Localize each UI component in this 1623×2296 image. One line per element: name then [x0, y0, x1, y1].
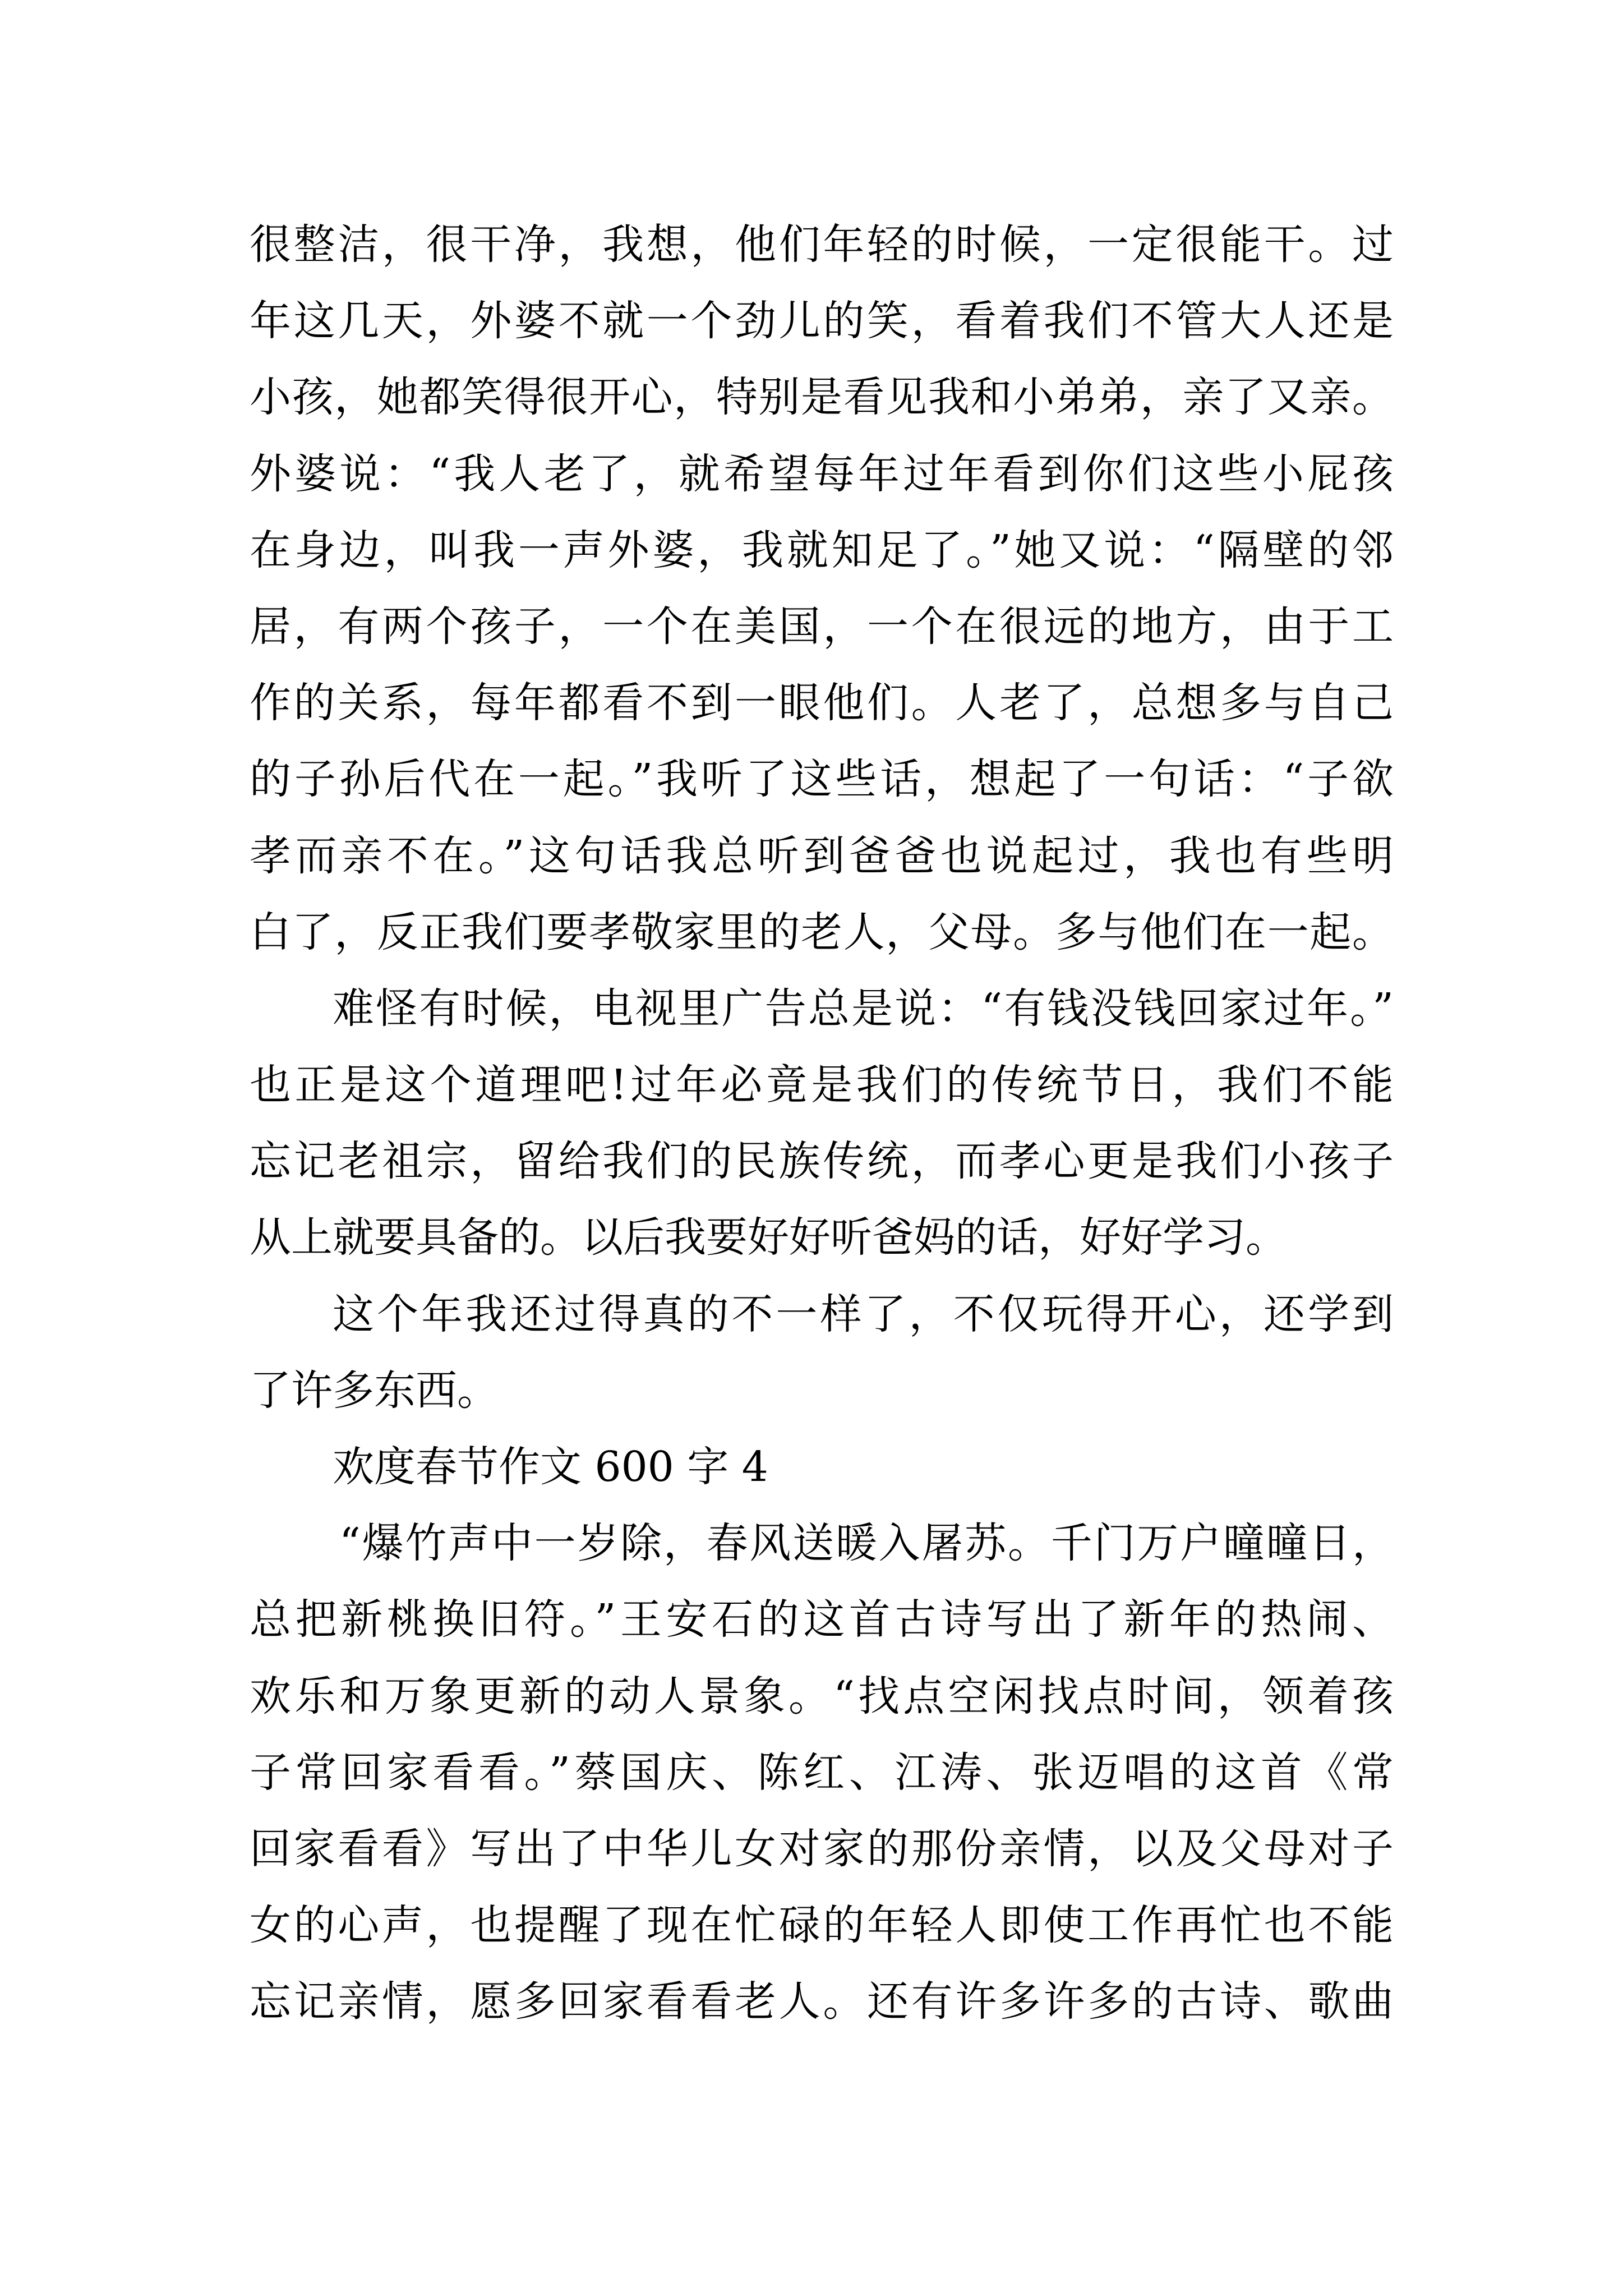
text-line: 忘记老祖宗，留给我们的民族传统，而孝心更是我们小孩子: [250, 1137, 1394, 1186]
text-line: 小孩，她都笑得很开心，特别是看见我和小弟弟，亲了又亲。: [250, 373, 1394, 422]
paragraph-first-line: 难怪有时候，电视里广告总是说：“有钱没钱回家过年。”: [333, 984, 1394, 1033]
text-line: 了许多东西。: [250, 1366, 499, 1415]
text-line: 也正是这个道理吧!过年必竟是我们的传统节日，我们不能: [250, 1061, 1394, 1110]
paragraph-first-line: “爆竹声中一岁除，春风送暖入屠苏。千门万户曈曈日，: [339, 1519, 1394, 1568]
paragraph-first-line: 这个年我还过得真的不一样了，不仅玩得开心，还学到: [333, 1290, 1394, 1338]
text-line: 孝而亲不在。”这句话我总听到爸爸也说起过，我也有些明: [250, 831, 1394, 880]
text-line: 很整洁，很干净，我想，他们年轻的时候，一定很能干。过: [250, 220, 1394, 269]
section-heading: 欢度春节作文 600 字 4: [333, 1443, 768, 1491]
text-line: 的子孙后代在一起。”我听了这些话，想起了一句话：“子欲: [250, 755, 1394, 804]
text-line: 欢乐和万象更新的动人景象。“找点空闲找点时间，领着孩: [250, 1672, 1394, 1720]
text-line: 回家看看》写出了中华儿女对家的那份亲情，以及父母对子: [250, 1824, 1394, 1873]
essay-text: [250, 206, 1394, 2040]
text-line: 白了，反正我们要孝敬家里的老人，父母。多与他们在一起。: [250, 908, 1394, 956]
text-line: 忘记亲情，愿多回家看看老人。还有许多许多的古诗、歌曲: [250, 1977, 1394, 2026]
text-line: 总把新桃换旧符。”王安石的这首古诗写出了新年的热闹、: [250, 1595, 1394, 1644]
text-line: 从上就要具备的。以后我要好好听爸妈的话，好好学习。: [250, 1213, 1287, 1262]
text-line: 作的关系，每年都看不到一眼他们。人老了，总想多与自己: [250, 679, 1394, 728]
text-line: 外婆说：“我人老了，就希望每年过年看到你们这些小屁孩: [250, 449, 1394, 498]
text-line: 年这几天，外婆不就一个劲儿的笑，看着我们不管大人还是: [250, 297, 1394, 346]
text-line: 子常回家看看。”蔡国庆、陈红、江涛、张迈唱的这首《常: [250, 1748, 1394, 1797]
text-line: 居，有两个孩子，一个在美国，一个在很远的地方，由于工: [250, 602, 1394, 651]
text-line: 在身边，叫我一声外婆，我就知足了。”她又说：“隔壁的邻: [250, 526, 1394, 574]
text-line: 女的心声，也提醒了现在忙碌的年轻人即使工作再忙也不能: [250, 1901, 1394, 1950]
